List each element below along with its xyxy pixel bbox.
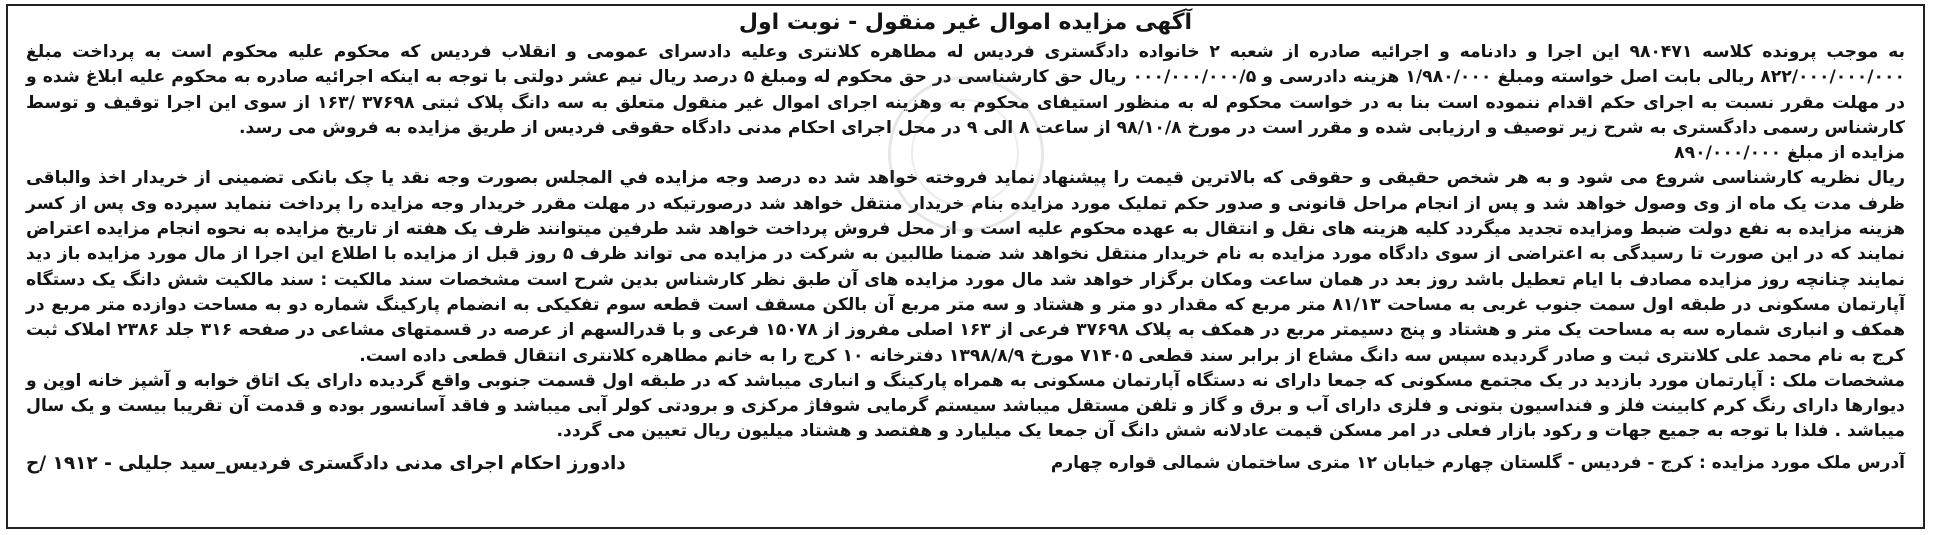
auction-notice — [6, 4, 1925, 529]
notice-title: آگهی مزایده اموال غیر منقول - نوبت اول — [738, 10, 1193, 35]
notice-paragraph-property-specs: مشخصات ملک : آپارتمان مورد بازدید در یک مجتمع مسکونی که جمعا دارای نه دستگاه آپارتمان مسکونی به همراه پارکینگ و انباری میباشد که در طبقه اول قسمت جنوبی واقع گردیده دارای یک اتاق خوابه و آشپز خانه اوپن و دیوارها دارای رنگ کرم کابینت فلز و فنداسیون بتونی و فلزی دارای آب و برق و گاز و تلفن مستقل میباشد سیستم گرمایی شوفاژ مرکزی و برودتی کولر آبی میباشد و فاقد آسانسور بوده و قدمت آن تقریبا بیست و یک سال میباشد . فلذا با توجه به جمیع جهات و رکود بازار فعلی در امر مسکن قیمت عادلانه شش دانگ آن جمعا یک میلیارد و هفتصد و هشتاد میلیون ریال تعیین می گردد. — [26, 370, 1905, 442]
notice-footer — [26, 451, 1905, 477]
notice-paragraph-starting-price: مزایده از مبلغ ۸۹۰/۰۰۰/۰۰۰ — [1674, 143, 1905, 164]
notice-paragraph-case: به موجب پرونده کلاسه ۹۸۰۴۷۱ این اجرا و دادنامه و اجرائیه صادره از شعبه ۲ خانواده دادگستری فردیس له مطاهره کلانتری وعلیه دادسرای عمومی و انقلاب فردیس که محکوم علیه محکوم است به پرداخت مبلغ ۸۲۲/۰۰۰/۰۰۰/۰۰۰ ریالی بابت اصل خواسته ومبلغ ۱/۹۸۰/۰۰۰ هزینه دادرسی و ۰۰۰/۰۰۰/۰۰۰/۵ ریال حق کارشناسی در حق محکوم له ومبلغ ۵ درصد ریال نیم عشر دولتی با توجه به اینکه اجرائیه صادره به محکوم علیه ابلاغ شده و در مهلت مقرر نسبت به اجرای حکم اقدام ننموده است بنا به در خواست محکوم له به منظور استیفای محکوم به وهزینه اجرای اموال غیر منقول متعلق به سه دانگ پلاک ثبتی ۳۷۶۹۸ /۱۶۳ از سوی این اجرا توقیف و توسط کارشناس رسمی دادگستری به شرح زیر توصیف و ارزیابی شده و مقرر است در مورخ ۹۸/۱۰/۸ از ساعت ۸ الی ۹ در محل اجرای احکام مدنی دادگاه حقوقی فردیس از طریق مزایده به فروش می رسد. — [26, 42, 1906, 138]
signature-line: دادورز احکام اجرای مدنی دادگستری فردیس_سید جلیلی - ۱۹۱۲ /ح — [26, 452, 626, 474]
notice-paragraph-terms: ریال نظریه کارشناسی شروع می شود و به هر شخص حقیقی و حقوقی که بالاترین قیمت را پیشنهاد نماید فروخته خواهد شد ده درصد وجه مزایده في المجلس بصورت وجه نقد یا چک بانکی تضمینی از خریدار اخذ والباقی ظرف مدت یک ماه از وی وصول خواهد شد و پس از انجام مراحل قانونی و صدور حکم تملیک مورد مزایده بنام خریدار منتقل خواهد شد درصورتیکه در مهلت مقرر خریدار وجه مزایده را پرداخت ننماید سپرده وی پس از کسر هزینه مزایده به نفع دولت ضبط ومزایده تجدید میگردد کلیه هزینه های نقل و انتقال به عهده محکوم علیه است و از محل فروش پرداخت خواهد شد طرفین میتوانند ظرف یک هفته از تاریخ مزایده به نحوه انجام مزایده اعتراض نمایند که در این صورت تا رسیدگی به اعتراضی از سوی دادگاه مورد مزایده به نام خریدار منتقل نخواهد شد ضمنا طالبین به شرکت در مزایده می تواند ظرف ۵ روز قبل از مزایده با اطلاع این اجرا از مال مورد مزایده باز دید نمایند چنانچه روز مزایده مصادف با ایام تعطیل باشد روز بعد در همان ساعت ومکان برگزار خواهد شد مال مورد مزایده های آن طبق نظر کارشناس بدین شرح است مشخصات سند مالکیت : سند مالکیت شش دانگ یک دستگاه آپارتمان مسکونی در طبقه اول سمت جنوب غربی به مساحت ۸۱/۱۳ متر مربع که مقدار دو متر و هشتاد و سه متر مربع آن بالکن مسقف است قطعه سوم تفکیکی به انضمام پارکینگ شماره دو به مساحت دوازده متر مربع در همکف و انباری شماره سه به مساحت یک متر و هشتاد و پنج دسیمتر مربع در همکف به پلاک ۳۷۶۹۸ فرعی از ۱۶۳ اصلی مفروز از ۱۵۰۷۸ فرعی و با قدرالسهم از عرصه در قسمتهای مشاعی در صفحه ۳۱۶ جلد ۲۳۸۶ املاک ثبت کرج به نام محمد علی کلانتری ثبت و صادر گردیده سپس سه دانگ مشاع از برابر سند قطعی ۷۱۴۰۵ مورخ ۱۳۹۸/۸/۹ دفترخانه ۱۰ کرج را به خانم مطاهره کلانتری انتقال قطعی داده است. — [26, 168, 1905, 366]
property-address: آدرس ملک مورد مزایده : کرج - فردیس - گلستان چهارم خیابان ۱۲ متری ساختمان شمالی قواره چهارم — [1050, 452, 1905, 473]
